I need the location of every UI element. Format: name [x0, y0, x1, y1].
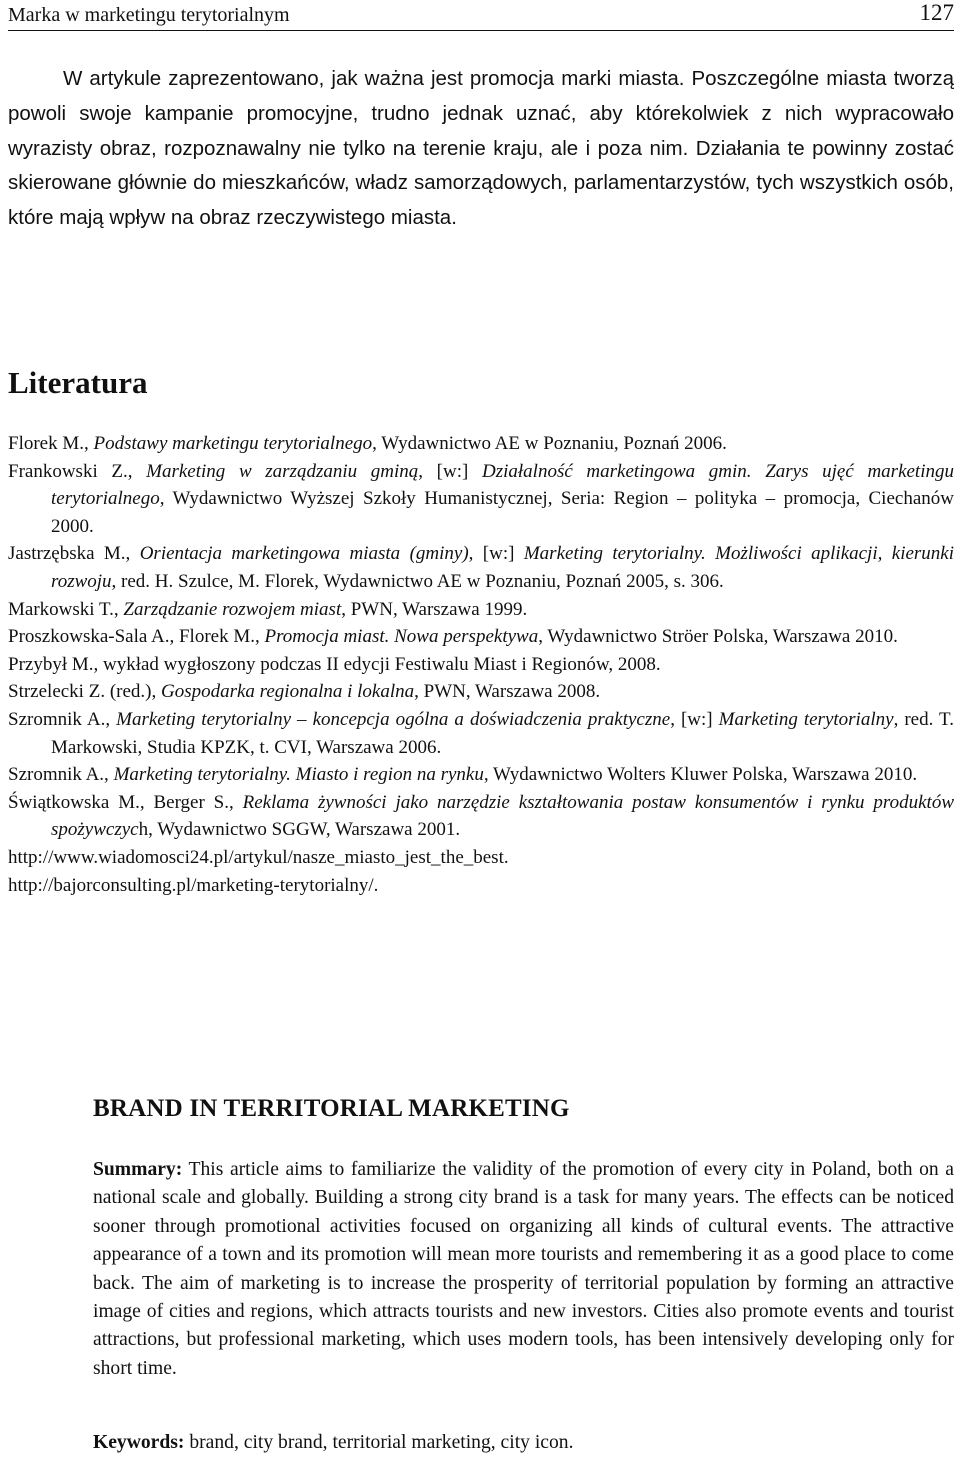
- reference-text: , red. H. Szulce, M. Florek, Wydawnictwo AE w Poznaniu, Poznań 2005, s. 306.: [111, 570, 724, 592]
- reference-title: Marketing terytorialny – koncepcja ogólna a doświadczenia praktyczne: [116, 708, 671, 730]
- reference-text: Szromnik A.,: [8, 764, 114, 786]
- reference-title: Podstawy marketingu terytorialnego: [93, 433, 373, 454]
- literature-heading: Literatura: [8, 365, 148, 400]
- reference-title: Marketing terytorialny. Miasto i region na rynku: [113, 764, 484, 786]
- keywords-paragraph: [93, 1429, 954, 1457]
- reference-text: , Wydawnictwo Wyższej Szkoły Humanistycznej, Seria: Region – polityka – promocja, Ciechanów 2000.: [51, 488, 954, 537]
- reference-text: Jastrzębska M.,: [8, 543, 140, 565]
- reference-item: [8, 706, 954, 761]
- reference-text: , Wydawnictwo Wolters Kluwer Polska, Warszawa 2010.: [483, 764, 918, 786]
- reference-text: Szromnik A.,: [8, 708, 117, 730]
- reference-title: Marketing w zarządzaniu gminą: [146, 460, 419, 482]
- reference-title: Zarządzanie rozwojem miast: [123, 598, 342, 620]
- reference-text: http://www.wiadomosci24.pl/artykul/nasze_miasto_jest_the_best.: [8, 846, 509, 868]
- reference-text: Przybył M., wykład wygłoszony podczas II edycji Festiwalu Miast i Regionów, 2008.: [8, 653, 661, 675]
- reference-text: , PWN, Warszawa 2008.: [414, 681, 601, 703]
- summary-label: Summary:: [93, 1159, 183, 1180]
- reference-text: Proszkowska-Sala A., Florek M.,: [8, 626, 265, 648]
- reference-title: Działalność marketingowa gmin. Zarys ujęć marketingu terytorialnego: [51, 460, 954, 510]
- reference-title: Promocja miast. Nowa perspektywa: [264, 626, 539, 648]
- reference-text: Strzelecki Z. (red.),: [8, 681, 161, 703]
- reference-title: Marketing terytorialny. Możliwości aplikacji, kierunki rozwoju: [51, 543, 955, 592]
- summary-text: This article aims to familiarize the validity of the promotion of every city in Poland, both on a national scale and globally. Building a strong city brand is a task for many years. The effects can be noticed sooner through promotional activities focused on organizing all kinds of cultural events. The attractive appearance of a town and its promotion will mean more tourists and remembering it as a good place to come back. The aim of marketing is to increase the prosperity of territorial population by forming an attractive image of cities and regions, which attracts tourists and new investors. Cities also promote events and tourist attractions, but professional marketing, which uses modern tools, has been intensively developing only for short time.: [93, 1159, 955, 1379]
- keywords-label: Keywords:: [93, 1432, 185, 1453]
- reference-item: [8, 430, 954, 458]
- reference-item: [8, 678, 954, 706]
- reference-text: , red. T. Markowski, Studia KPZK, t. CVI, Warszawa 2006.: [51, 708, 954, 758]
- reference-item: [8, 458, 954, 541]
- reference-text: h, Wydawnictwo SGGW, Warszawa 2001.: [138, 819, 461, 841]
- english-title: BRAND IN TERRITORIAL MARKETING: [93, 1095, 570, 1122]
- reference-text: http://bajorconsulting.pl/marketing-terytorialny/.: [8, 874, 379, 896]
- reference-text: , [w:]: [670, 708, 719, 730]
- running-title: Marka w marketingu terytorialnym: [8, 4, 290, 26]
- reference-text: Świątkowska M., Berger S.,: [8, 791, 243, 813]
- reference-title: Marketing terytorialny: [718, 708, 894, 730]
- reference-text: Frankowski Z.,: [8, 460, 147, 482]
- reference-title: Gospodarka regionalna i lokalna: [160, 681, 415, 703]
- reference-item: [8, 844, 954, 872]
- reference-text: , [w:]: [418, 460, 482, 482]
- reference-title: Reklama żywności jako narzędzie kształtowania postaw konsumentów i rynku produktów spożywczyc: [51, 791, 954, 841]
- reference-item: [8, 651, 954, 679]
- reference-item: [8, 789, 954, 844]
- keywords-text: brand, city brand, territorial marketing, city icon.: [189, 1432, 574, 1453]
- body-paragraph: W artykule zaprezentowano, jak ważna jest promocja marki miasta. Poszczególne miasta tworzą powoli swoje kampanie promocyjne, trudno jednak uznać, aby którekolwiek z nich wypracowało wyrazisty obraz, rozpoznawalny nie tylko na terenie kraju, ale i poza nim. Działania te powinny zostać skierowane głównie do mieszkańców, władz samorządowych, parlamentarzystów, tych wszystkich osób, które mają wpływ na obraz rzeczywistego miasta.: [8, 67, 954, 230]
- reference-text: Markowski T.,: [8, 598, 124, 620]
- reference-item: [8, 540, 954, 595]
- reference-title: Orientacja marketingowa miasta (gminy): [139, 543, 469, 565]
- reference-item: [8, 872, 954, 900]
- page-number: 127: [919, 0, 954, 25]
- reference-text: , Wydawnictwo AE w Poznaniu, Poznań 2006.: [372, 433, 727, 454]
- reference-item: [8, 623, 954, 651]
- reference-text: , Wydawnictwo Ströer Polska, Warszawa 2010.: [538, 626, 898, 648]
- reference-text: , [w:]: [468, 543, 524, 565]
- reference-list: [8, 430, 954, 899]
- reference-text: , PWN, Warszawa 1999.: [341, 598, 528, 620]
- running-header: [8, 0, 954, 31]
- reference-text: Florek M.,: [8, 433, 94, 454]
- summary-paragraph: [93, 1156, 954, 1383]
- reference-item: [8, 761, 954, 789]
- reference-item: [8, 596, 954, 624]
